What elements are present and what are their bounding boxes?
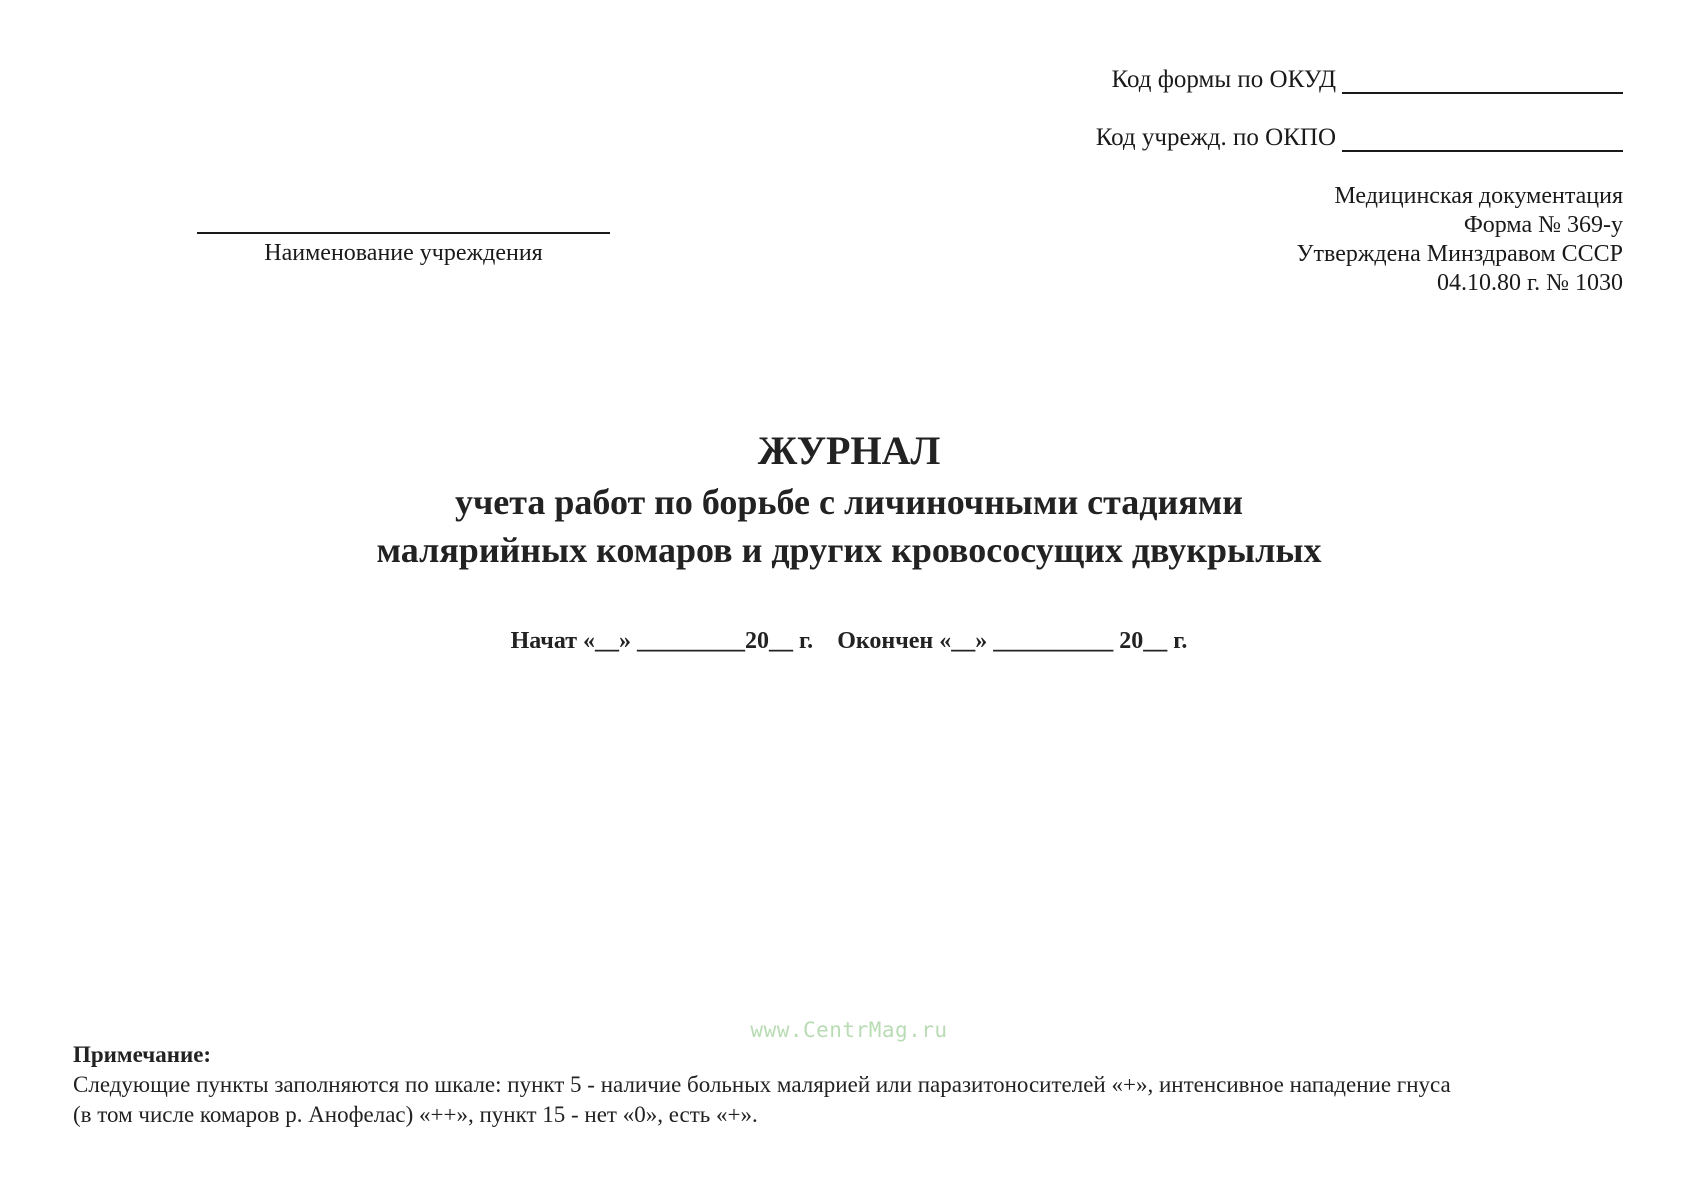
okpo-code-label: Код учрежд. по ОКПО <box>1095 124 1336 151</box>
journal-dates <box>0 628 1698 655</box>
medical-documentation-label: Медицинская документация <box>1334 183 1623 209</box>
institution-name-field <box>197 232 610 267</box>
okpo-code-blank-line <box>1342 126 1623 152</box>
title-line-2: малярийных комаров и других кровососущих двукрылых <box>376 530 1322 570</box>
okud-code-blank-line <box>1342 68 1623 94</box>
note-text-line-2: (в том числе комаров р. Анофелас) «++», пункт 15 - нет «0», есть «+». <box>73 1102 758 1127</box>
okud-code-label: Код формы по ОКУД <box>1111 66 1336 93</box>
approval-date: 04.10.80 г. № 1030 <box>1436 270 1623 296</box>
title-line-1: учета работ по борьбе с личиночными стадиями <box>455 482 1243 522</box>
title-main: ЖУРНАЛ <box>757 428 941 473</box>
note-label: Примечание: <box>73 1042 212 1067</box>
form-approval-block <box>1297 182 1623 298</box>
note-block <box>73 1040 1573 1130</box>
note-text-line-1: Следующие пункты заполняются по шкале: пункт 5 - наличие больных малярией или паразитоносителей «+», интенсивное нападение гнуса <box>73 1072 1451 1097</box>
okud-code-field <box>1112 66 1623 94</box>
form-number: Форма № 369-у <box>1463 212 1623 238</box>
okpo-code-field <box>1096 124 1623 152</box>
institution-caption: Наименование учреждения <box>264 240 543 266</box>
institution-blank-line <box>197 232 610 234</box>
watermark: www.CentrMag.ru <box>750 1018 948 1042</box>
end-date: Окончен «__» __________ 20__ г. <box>837 628 1188 654</box>
document-title <box>0 424 1698 574</box>
start-date: Начат «__» _________20__ г. <box>510 628 814 654</box>
approval-authority: Утверждена Минздравом СССР <box>1296 241 1623 267</box>
